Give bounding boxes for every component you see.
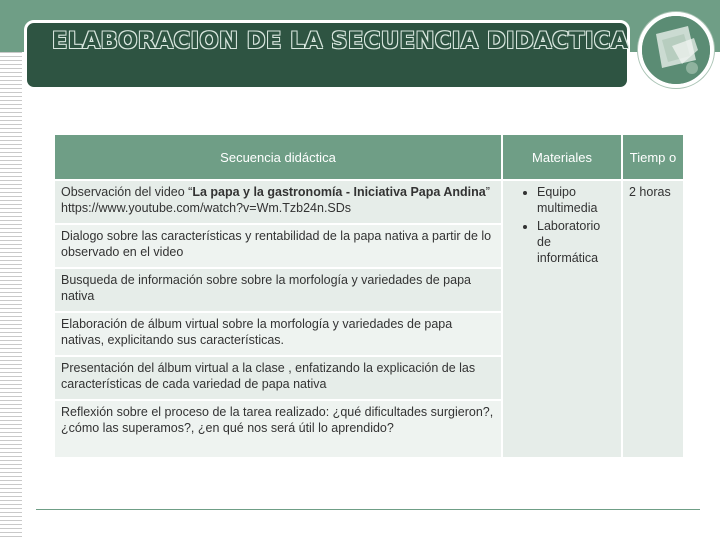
activity-text: Elaboración de álbum virtual sobre la morfología y variedades de papa nativas, explicitando sus características.	[61, 317, 453, 347]
activity-row	[54, 312, 502, 356]
header-materials: Materiales	[502, 134, 622, 180]
activity-row	[54, 268, 502, 312]
activity-text: Reflexión sobre el proceso de la tarea realizado: ¿qué dificultades surgieron?, ¿cómo las superamos?, ¿en qué nos será útil lo aprendido?	[61, 405, 494, 435]
activity-text: Dialogo sobre las características y rentabilidad de la papa nativa a partir de lo observado en el video	[61, 229, 492, 259]
materials-cell	[502, 180, 622, 458]
time-value: 2 horas	[629, 185, 671, 199]
activity-row	[54, 400, 502, 458]
header-sequence: Secuencia didáctica	[54, 134, 502, 180]
activity-video-url: ” https://www.youtube.com/watch?v=Wm.Tzb24n.SDs	[61, 185, 490, 215]
activity-video-title: La papa y la gastronomía - Iniciativa Papa Andina	[192, 185, 486, 199]
activity-row	[54, 356, 502, 400]
time-cell	[622, 180, 684, 458]
header-time: Tiemp o	[622, 134, 684, 180]
activity-text: Presentación del álbum virtual a la clase , enfatizando la explicación de las características de cada variedad de papa nativa	[61, 361, 476, 391]
slide-title: ELABORACION DE LA SECUENCIA DIDACTICA	[52, 28, 629, 54]
sequence-table	[53, 133, 685, 459]
activity-row	[54, 180, 502, 224]
materials-list	[509, 184, 615, 266]
activity-row	[54, 224, 502, 268]
left-stripe-decoration	[0, 52, 22, 540]
materials-item: • Laboratorio de informática	[537, 218, 615, 266]
footer-divider	[36, 509, 700, 510]
activity-text: Busqueda de información sobre sobre la morfología y variedades de papa nativa	[61, 273, 471, 303]
activity-text-prefix: Observación del video “	[61, 185, 193, 199]
materials-item: • Equipo multimedia	[537, 184, 615, 216]
photo-logo-icon	[638, 12, 714, 88]
